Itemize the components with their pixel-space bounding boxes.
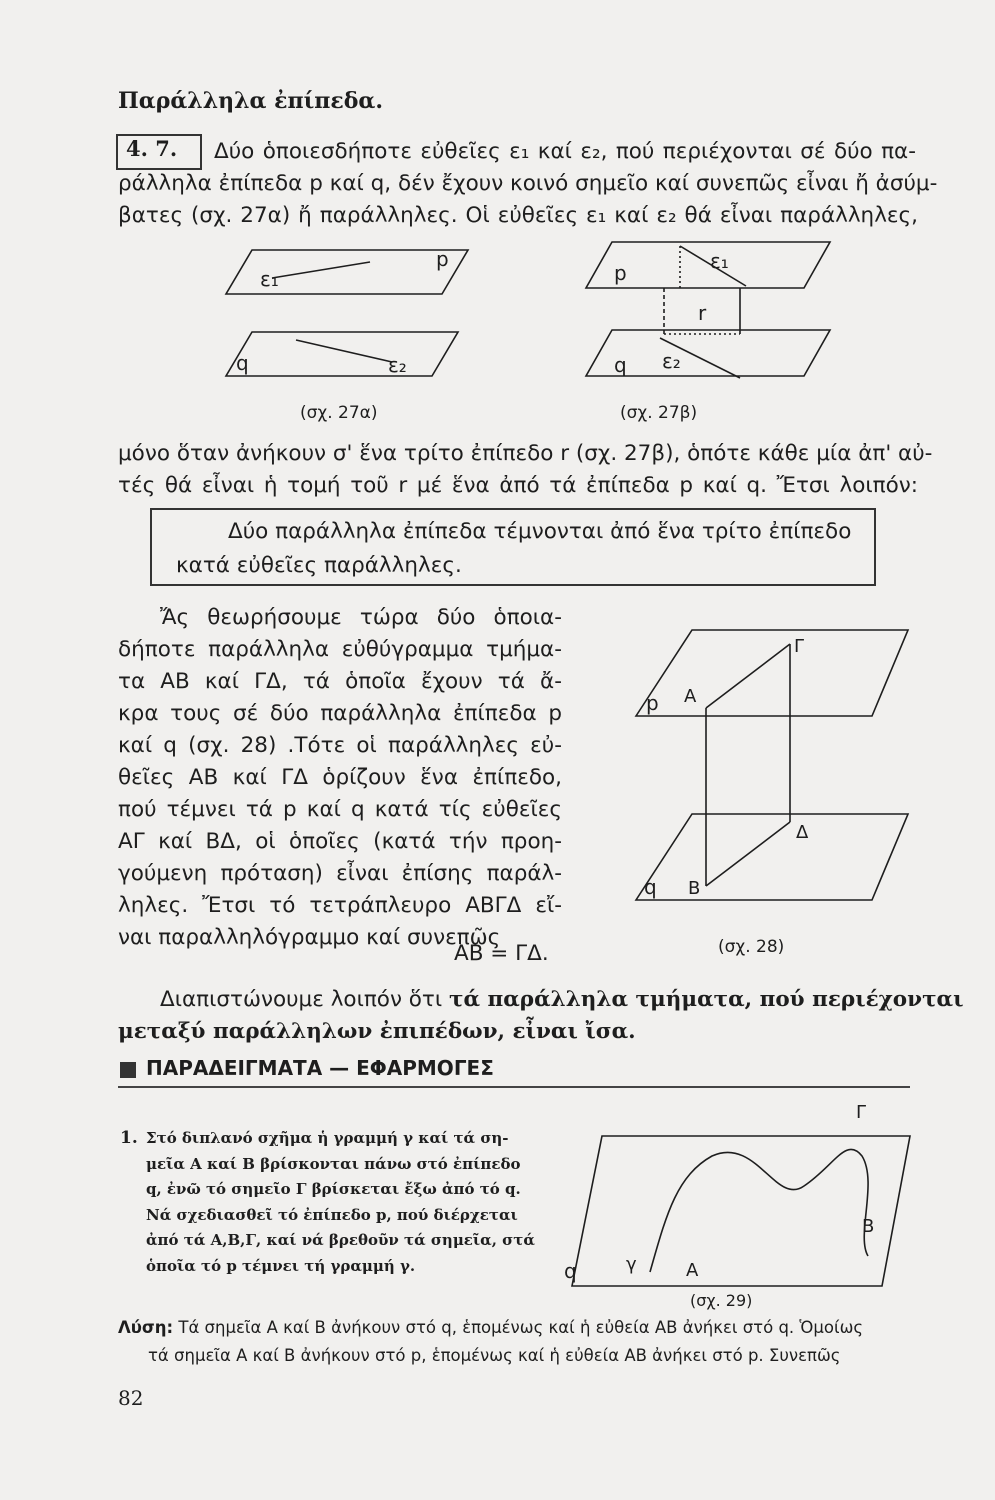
label-e2-27a: ε₂ [388,353,407,377]
para-28-line: καί q (σχ. 28) .Τότε οἱ παράλληλες εὐ- [118,733,562,758]
page-number: 82 [118,1386,144,1410]
caption-27b: (σχ. 27β) [620,403,698,423]
conclusion-line-1 [160,984,964,1016]
solution-line-2: τά σημεῖα Α καί Β ἀνήκουν στό p, ἑπομένως καί ἡ εὐθεία ΑΒ ἀνήκει στό p. Συνεπῶς [148,1346,841,1365]
figure-29 [556,1096,920,1316]
para-28-line: κρα τους σέ δύο παράλληλα ἐπίπεδα p [118,701,562,726]
para-28-line: Ἄς θεωρήσουμε τώρα δύο ὁποια- [160,605,562,630]
para-4-7-line-3: βατες (σχ. 27α) ἤ παράλληλες. Οἱ εὐθεῖες ε₁ καί ε₂ θά εἶναι παράλληλες, [118,203,918,228]
examples-header: ΠΑΡΑΔΕΙΓΜΑΤΑ — ΕΦΑΡΜΟΓΕΣ [146,1056,494,1080]
solution-text-1: Τά σημεῖα Α καί Β ἀνήκουν στό q, ἑπομένως καί ἡ εὐθεία ΑΒ ἀνήκει στό q. Ὁμοίως [178,1318,864,1337]
theorem-line-1: Δύο παράλληλα ἐπίπεδα τέμνονται ἀπό ἕνα τρίτο ἐπίπεδο [228,519,852,544]
paragraph-number: 4. 7. [126,136,178,161]
examples-square-icon [120,1062,136,1078]
para-28 [118,602,562,954]
para-28-line: θεῖες ΑΒ καί ΓΔ ὁρίζουν ἕνα ἐπίπεδο, [118,765,562,790]
label-q-27b: q [614,353,627,377]
para-28-line: τα ΑΒ καί ΓΔ, τά ὁποῖα ἔχουν τά ἄ- [118,669,562,694]
example-1-line: ὁποῖα τό p τέμνει τή γραμμή γ. [146,1256,416,1275]
line-e2-27a [296,340,392,362]
para-28-line: ναι παραλληλόγραμμο καί συνεπῶς [118,925,501,950]
para-28-line: γούμενη πρόταση) εἶναι ἐπίσης παράλ- [118,861,562,886]
para-4-7-line-5: τές θά εἶναι ἡ τομή τοῦ r μέ ἕνα ἀπό τά ἐπίπεδα p καί q. Ἔτσι λοιπόν: [118,473,918,498]
example-1-line: ἀπό τά Α,Β,Γ, καί νά βρεθοῦν τά σημεῖα, στά [146,1231,535,1249]
label-r-27b: r [698,301,707,325]
label-p-28: p [646,691,659,715]
example-1-line: q, ἐνῶ τό σημεῖο Γ βρίσκεται ἔξω ἀπό τό q. [146,1180,521,1198]
example-1-line: μεῖα Α καί Β βρίσκονται πάνω στό ἐπίπεδο [146,1154,521,1173]
label-e1-27a: ε₁ [260,267,279,291]
equation-ab-gd: ΑΒ = ΓΔ. [454,941,549,966]
example-1-text [146,1126,535,1279]
plane-p-28 [636,630,908,716]
plane-q-27a [226,332,458,376]
para-28-line: ληλες. Ἔτσι τό τετράπλευρο ΑΒΓΔ εἴ- [118,893,562,918]
label-q-28: q [644,875,657,899]
para-28-line: δήποτε παράλληλα εὐθύγραμμα τμήμα- [118,637,562,662]
conclusion-bold-2: μεταξύ παράλληλων ἐπιπέδων, εἶναι ἴσα. [118,1019,636,1044]
para-4-7-line-1: Δύο ὁποιεσδήποτε εὐθεῖες ε₁ καί ε₂, πού περιέχονται σέ δύο πα- [214,139,916,164]
figure-27 [200,230,840,430]
solution-line-1 [118,1314,918,1342]
plane-q-28 [636,814,908,900]
para-28-line: ΑΓ καί ΒΔ, οἱ ὁποῖες (κατά τήν προη- [118,829,562,854]
para-4-7-line-2: ράλληλα ἐπίπεδα p καί q, δέν ἔχουν κοινό σημεῖο καί συνεπῶς εἶναι ἤ ἀσύμ- [118,171,938,196]
label-B-28: Β [688,878,701,899]
segment-AG [706,644,790,708]
example-1-line: Στό διπλανό σχῆμα ἡ γραμμή γ καί τά ση- [146,1129,509,1147]
label-B-29: Β [862,1216,875,1237]
label-e2-27b: ε₂ [662,349,681,373]
label-p-27b: p [614,261,627,285]
label-A-29: Α [686,1260,699,1281]
conclusion-intro: Διαπιστώνουμε λοιπόν ὅτι [160,987,443,1012]
figure-28 [622,624,922,964]
caption-28: (σχ. 28) [718,937,785,957]
caption-27a: (σχ. 27α) [300,403,378,423]
para-28-line: πού τέμνει τά p καί q κατά τίς εὐθεῖες [118,797,562,822]
label-D-28: Δ [796,822,809,843]
segment-BD [706,822,790,886]
label-p-27a: p [436,247,449,271]
conclusion-bold-1: τά παράλληλα τμήματα, πού περιέχονται [449,987,964,1012]
example-1-line: Νά σχεδιασθεῖ τό ἐπίπεδο p, πού διέρχεται [146,1205,518,1224]
label-G-28: Γ [794,636,805,657]
label-gamma-29: γ [626,1254,637,1275]
curve-gamma [650,1149,868,1272]
label-q-29: q [564,1259,577,1283]
example-1-number: 1. [120,1128,138,1148]
label-G-29: Γ [856,1102,867,1123]
solution-label: Λύση: [118,1318,174,1337]
examples-divider [118,1086,910,1088]
theorem-line-2: κατά εὐθεῖες παράλληλες. [176,553,462,578]
plane-q-29 [572,1136,910,1286]
label-q-27a: q [236,351,249,375]
section-title: Παράλληλα ἐπίπεδα. [118,88,383,114]
label-e1-27b: ε₁ [710,249,729,273]
caption-29: (σχ. 29) [690,1291,753,1310]
line-e1-27a [272,262,370,278]
label-A-28: Α [684,686,697,707]
para-4-7-line-4: μόνο ὅταν ἀνήκουν σ' ἕνα τρίτο ἐπίπεδο r (σχ. 27β), ὁπότε κάθε μία ἀπ' αὐ- [118,441,933,466]
